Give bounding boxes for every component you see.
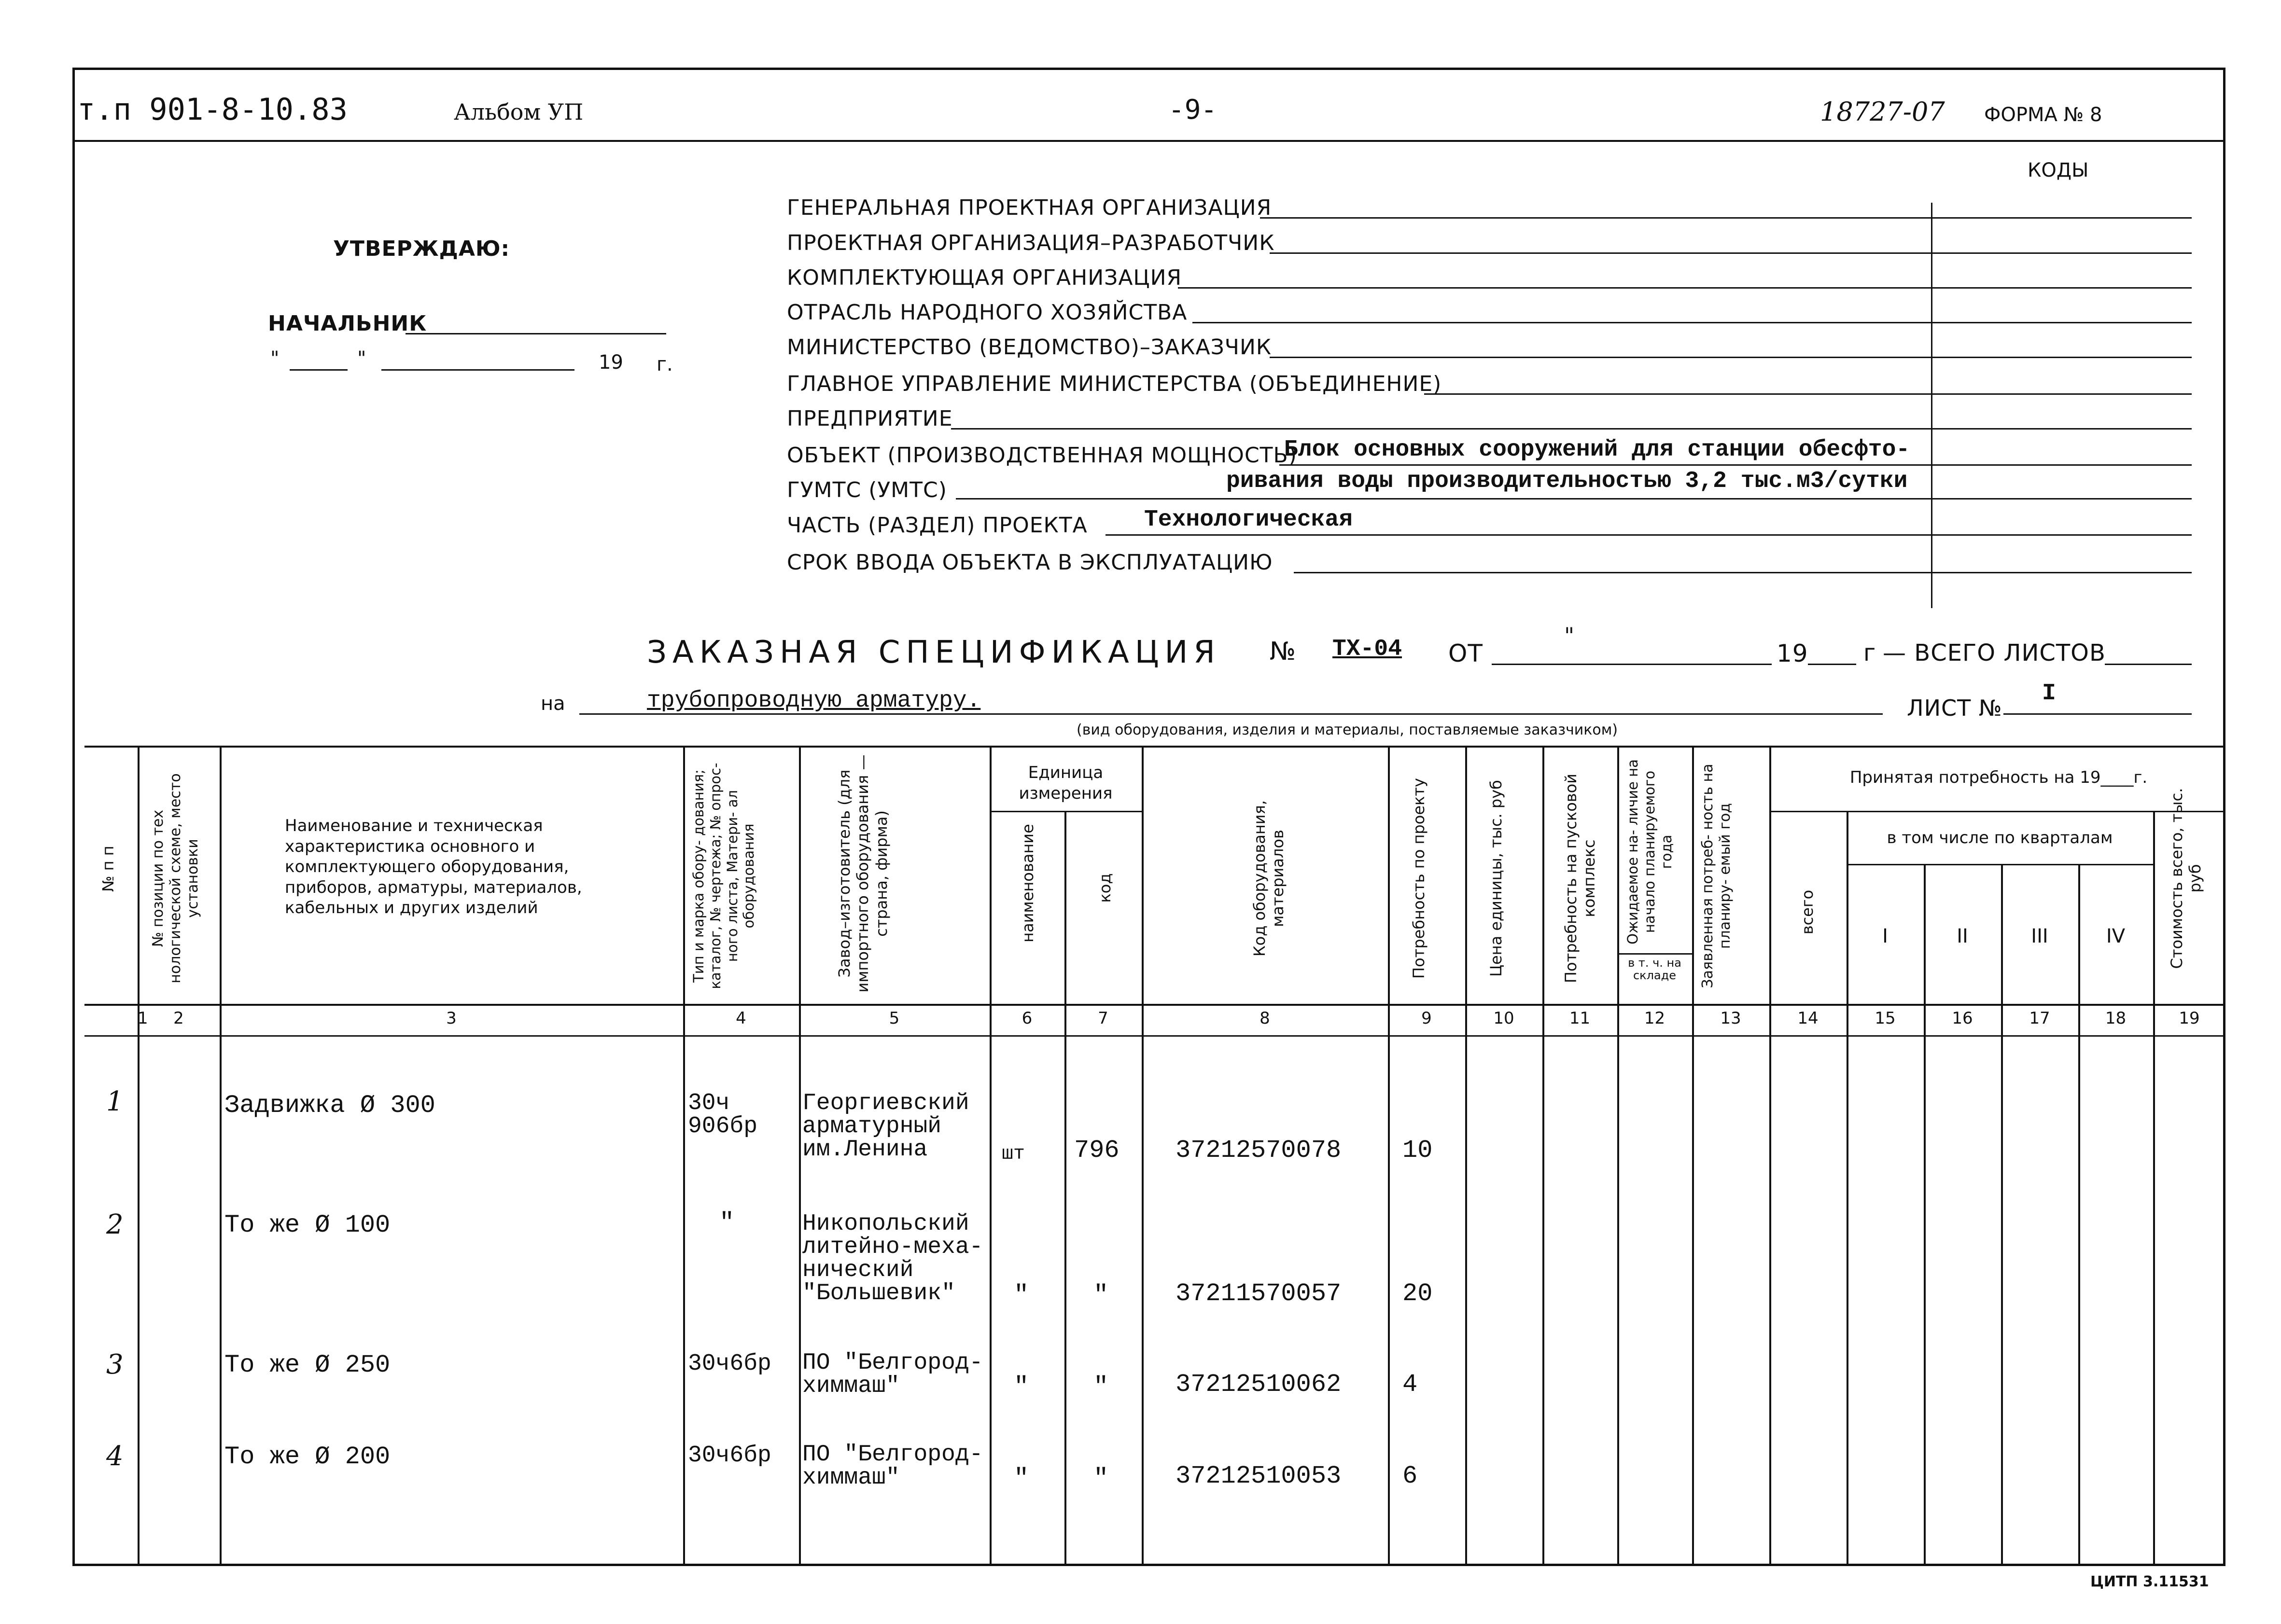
col-10-header [1487,772,1505,985]
field-object-value: Блок основных сооружений для станции обесфто- [1284,437,1910,463]
spec-note: (вид оборудования, изделия и материалы, поставляемые заказчиком) [1077,722,1618,738]
spec-title: ЗАКАЗНАЯ СПЕЦИФИКАЦИЯ [647,635,1221,670]
field-object: ОБЪЕКТ (ПРОИЗВОДСТВЕННАЯ МОЩНОСТЬ) [787,443,1297,468]
row-code: 37211570057 [1175,1279,1342,1308]
col-number: 15 [1875,1009,1896,1028]
col-sep [1465,746,1467,1566]
field-line [1424,393,2192,395]
col-13-header-text: Заявленная потреб- ность на планиру- емый год [1699,763,1734,988]
date-quote-close: " [357,347,366,370]
spec-year-line [1808,664,1856,665]
col-number: 7 [1098,1009,1108,1028]
field-line [956,498,2192,500]
registration-number: 18727-07 [1820,97,1945,127]
col-sep [138,746,140,1566]
approve-label: УТВЕРЖДАЮ: [333,236,510,261]
col-number: 2 [173,1009,184,1028]
field-line [1279,464,2192,466]
chief-signature-line [406,333,666,334]
field-line [1294,572,2192,573]
field-line [1106,534,2192,536]
sheet-value: I [2042,680,2056,707]
row-unit-name: " [1014,1464,1029,1493]
col-number: 4 [736,1009,746,1028]
col-sep [1692,746,1694,1566]
col-14-header: всего [1798,889,1817,935]
stock-subline [1617,953,1692,955]
col-sep [2001,864,2003,1566]
table-top [84,746,2225,748]
field-line [1260,217,2192,219]
row-unit-name: " [1014,1281,1029,1309]
col-sep [1388,746,1390,1566]
row-unit-name: шт [1002,1143,1025,1165]
spec-number-label: № [1270,637,1297,666]
col-4-header [690,750,757,1001]
col-number: 18 [2105,1009,2127,1028]
total-sheets-line [2105,664,2192,665]
col-number: 9 [1421,1009,1432,1028]
col-sep [683,746,685,1566]
col-sep [1142,746,1144,1566]
row-maker: ПО "Белгород- химмаш" [802,1350,983,1399]
date-day-line [290,369,348,371]
col-3-header: Наименование и техническая характеристика основного и комплектующего оборудования, приборов, арматуры, материалов, кабельных и других изделий [285,816,582,917]
row-unit-code: " [1093,1281,1109,1309]
row-name: Задвижка Ø 300 [224,1091,435,1120]
field-line [1270,252,2192,254]
col-13-header [1699,763,1734,989]
col-number: 19 [2179,1009,2200,1028]
col-number: 6 [1022,1009,1033,1028]
col-number: 14 [1797,1009,1819,1028]
field-industry: ОТРАСЛЬ НАРОДНОГО ХОЗЯЙСТВА [787,300,1188,325]
col-sep [1617,746,1619,1566]
row-maker: ПО "Белгород- химмаш" [802,1442,983,1491]
row-type: 30ч6бр [688,1351,771,1377]
row-code: 37212510062 [1175,1370,1342,1399]
col-sep [1542,746,1544,1566]
row-qty: 10 [1402,1136,1433,1165]
col-sep [1924,864,1926,1566]
col-10-header-text: Цена единицы, тыс. руб [1487,780,1505,977]
col-19-header-text: Стоимость всего, тыс. руб [2168,788,2205,969]
row-type: 30ч 906бр [688,1090,758,1139]
col-number: 10 [1493,1009,1514,1028]
row-name: То же Ø 200 [224,1443,391,1471]
col-2-header [150,758,202,999]
date-year-suffix: г. [657,353,673,375]
field-project-part-value: Технологическая [1144,507,1353,533]
field-line [1192,322,2192,323]
col-8-header-text: Код оборудования, материалов [1250,800,1287,957]
total-sheets-label: — ВСЕГО ЛИСТОВ [1883,639,2106,666]
col-sep [2078,864,2080,1566]
spec-on-label: на [541,693,565,715]
col-number: 17 [2029,1009,2050,1028]
col-9-header-text: Потребность по проекту [1410,778,1428,979]
col-11-header [1562,758,1599,999]
row-type: 30ч6бр [688,1443,771,1469]
col-sep [990,746,992,1566]
col-4-header-text: Тип и марка обору- дования; каталог, № чертежа; № опрос- ного листа, Матери- ал оборудования [690,763,757,989]
quarter-4: IV [2106,925,2126,947]
field-project-part: ЧАСТЬ (РАЗДЕЛ) ПРОЕКТА [787,513,1088,538]
field-design-org: ПРОЕКТНАЯ ОРГАНИЗАЦИЯ–РАЗРАБОТЧИК [787,231,1275,255]
col-11-header-text: Потребность на пусковой комплекс [1562,773,1599,984]
spec-year-label: 19 [1777,639,1808,667]
col-number: 8 [1259,1009,1270,1028]
row-unit-code: " [1093,1464,1109,1493]
row-maker: Георгиевский арматурный им.Ленина [802,1090,969,1163]
field-line [951,428,2192,430]
row-unit-code: " [1093,1373,1109,1401]
form-number: ФОРМА № 8 [1984,104,2102,126]
spec-date-quote: " [1564,623,1575,649]
album-label: Альбом УП [454,99,584,125]
col-12-stock: в т. ч. на складе [1628,956,1681,983]
date-month-line [381,369,574,371]
field-supply-org: КОМПЛЕКТУЮЩАЯ ОРГАНИЗАЦИЯ [787,265,1182,290]
codes-divider [1931,203,1932,608]
col-sep [220,746,222,1566]
table-numbers-bottom [84,1035,2225,1037]
row-qty: 20 [1402,1279,1433,1308]
col-5-header-text: Завод–изготовитель (для импортного оборудования —страна, фирма) [835,754,891,993]
doc-code: т.п 901-8-10.83 [77,92,348,127]
row-name: То же Ø 250 [224,1351,391,1379]
col-9-header [1410,772,1428,985]
row-qty: 4 [1402,1370,1418,1399]
quarters-header: в том числе по кварталам [1887,828,2113,847]
spec-from-label: ОТ [1448,639,1483,667]
quarters-subline [1847,864,2153,865]
row-qty: 6 [1402,1462,1418,1490]
col-number: 5 [889,1009,900,1028]
row-type: " [719,1208,735,1237]
unit-header: Единица измерения [1019,763,1113,803]
field-enterprise: ПРЕДПРИЯТИЕ [787,406,953,431]
row-number: 2 [106,1209,124,1240]
col-sep [1064,811,1066,1566]
col-number: 11 [1569,1009,1591,1028]
col-6-header: наименование [1019,824,1037,943]
accepted-header: Принятая потребность на 19____г. [1849,768,2148,787]
table-header-bottom [84,1004,2225,1006]
col-number: 13 [1720,1009,1741,1028]
row-number: 1 [106,1086,124,1117]
row-number: 3 [106,1349,124,1380]
header-rule [72,140,2225,142]
field-general-org: ГЕНЕРАЛЬНАЯ ПРОЕКТНАЯ ОРГАНИЗАЦИЯ [787,195,1272,220]
spec-number-value: ТХ-04 [1332,636,1402,662]
col-number: 16 [1952,1009,1973,1028]
col-12-header [1624,755,1675,948]
col-5-header [835,753,891,994]
row-number: 4 [106,1441,124,1472]
field-ministry: МИНИСТЕРСТВО (ВЕДОМСТВО)–ЗАКАЗЧИК [787,335,1272,360]
field-line [1270,357,2192,358]
col-19-header [2168,772,2205,985]
col-number: 3 [446,1009,457,1028]
row-name: То же Ø 100 [224,1211,391,1239]
row-code: 37212570078 [1175,1136,1342,1165]
sheet-label: ЛИСТ № [1907,695,2002,721]
sheet-line [2003,713,2192,715]
quarter-2: II [1957,925,1968,947]
field-gumts: ГУМТС (УМТС) [787,478,947,502]
chief-label: НАЧАЛЬНИК [268,311,427,336]
col-number: 12 [1644,1009,1665,1028]
spec-on-value: трубопроводную арматуру. [647,688,981,714]
spec-year-suffix: г [1863,639,1876,666]
page-number: -9- [1168,94,1217,125]
row-code: 37212510053 [1175,1462,1342,1490]
row-maker: Никопольский литейно-меха- нический "Большевик" [802,1211,983,1306]
col-sep [799,746,801,1566]
date-year-prefix: 19 [599,351,623,374]
row-unit-code: 796 [1074,1136,1120,1165]
accepted-subline [1769,811,2225,812]
field-main-directorate: ГЛАВНОЕ УПРАВЛЕНИЕ МИНИСТЕРСТВА (ОБЪЕДИНЕНИЕ) [787,372,1442,396]
col-sep [2153,811,2155,1566]
codes-label: КОДЫ [2028,159,2089,181]
col-2-header-text: № позиции по тех нологической схеме, место установки [150,773,201,984]
quarter-3: III [2031,925,2048,947]
col-12-header-text: Ожидаемое на- личие на начало планируемого года [1624,759,1675,944]
quarter-1: I [1882,925,1888,947]
col-1-header: № п п [99,846,117,892]
unit-subline [990,811,1142,812]
col-sep [1769,746,1771,1566]
spec-date-line [1492,664,1772,665]
date-quote-open: " [270,347,280,370]
field-line [1178,287,2192,289]
col-7-header: код [1096,873,1114,903]
field-gumts-value: ривания воды производительностью 3,2 тыс.м3/сутки [1226,468,1908,494]
footer-stamp: ЦИТП 3.11531 [2090,1573,2209,1590]
row-unit-name: " [1014,1373,1029,1401]
field-commissioning-date: СРОК ВВОДА ОБЪЕКТА В ЭКСПЛУАТАЦИЮ [787,550,1273,575]
col-8-header [1250,763,1287,994]
